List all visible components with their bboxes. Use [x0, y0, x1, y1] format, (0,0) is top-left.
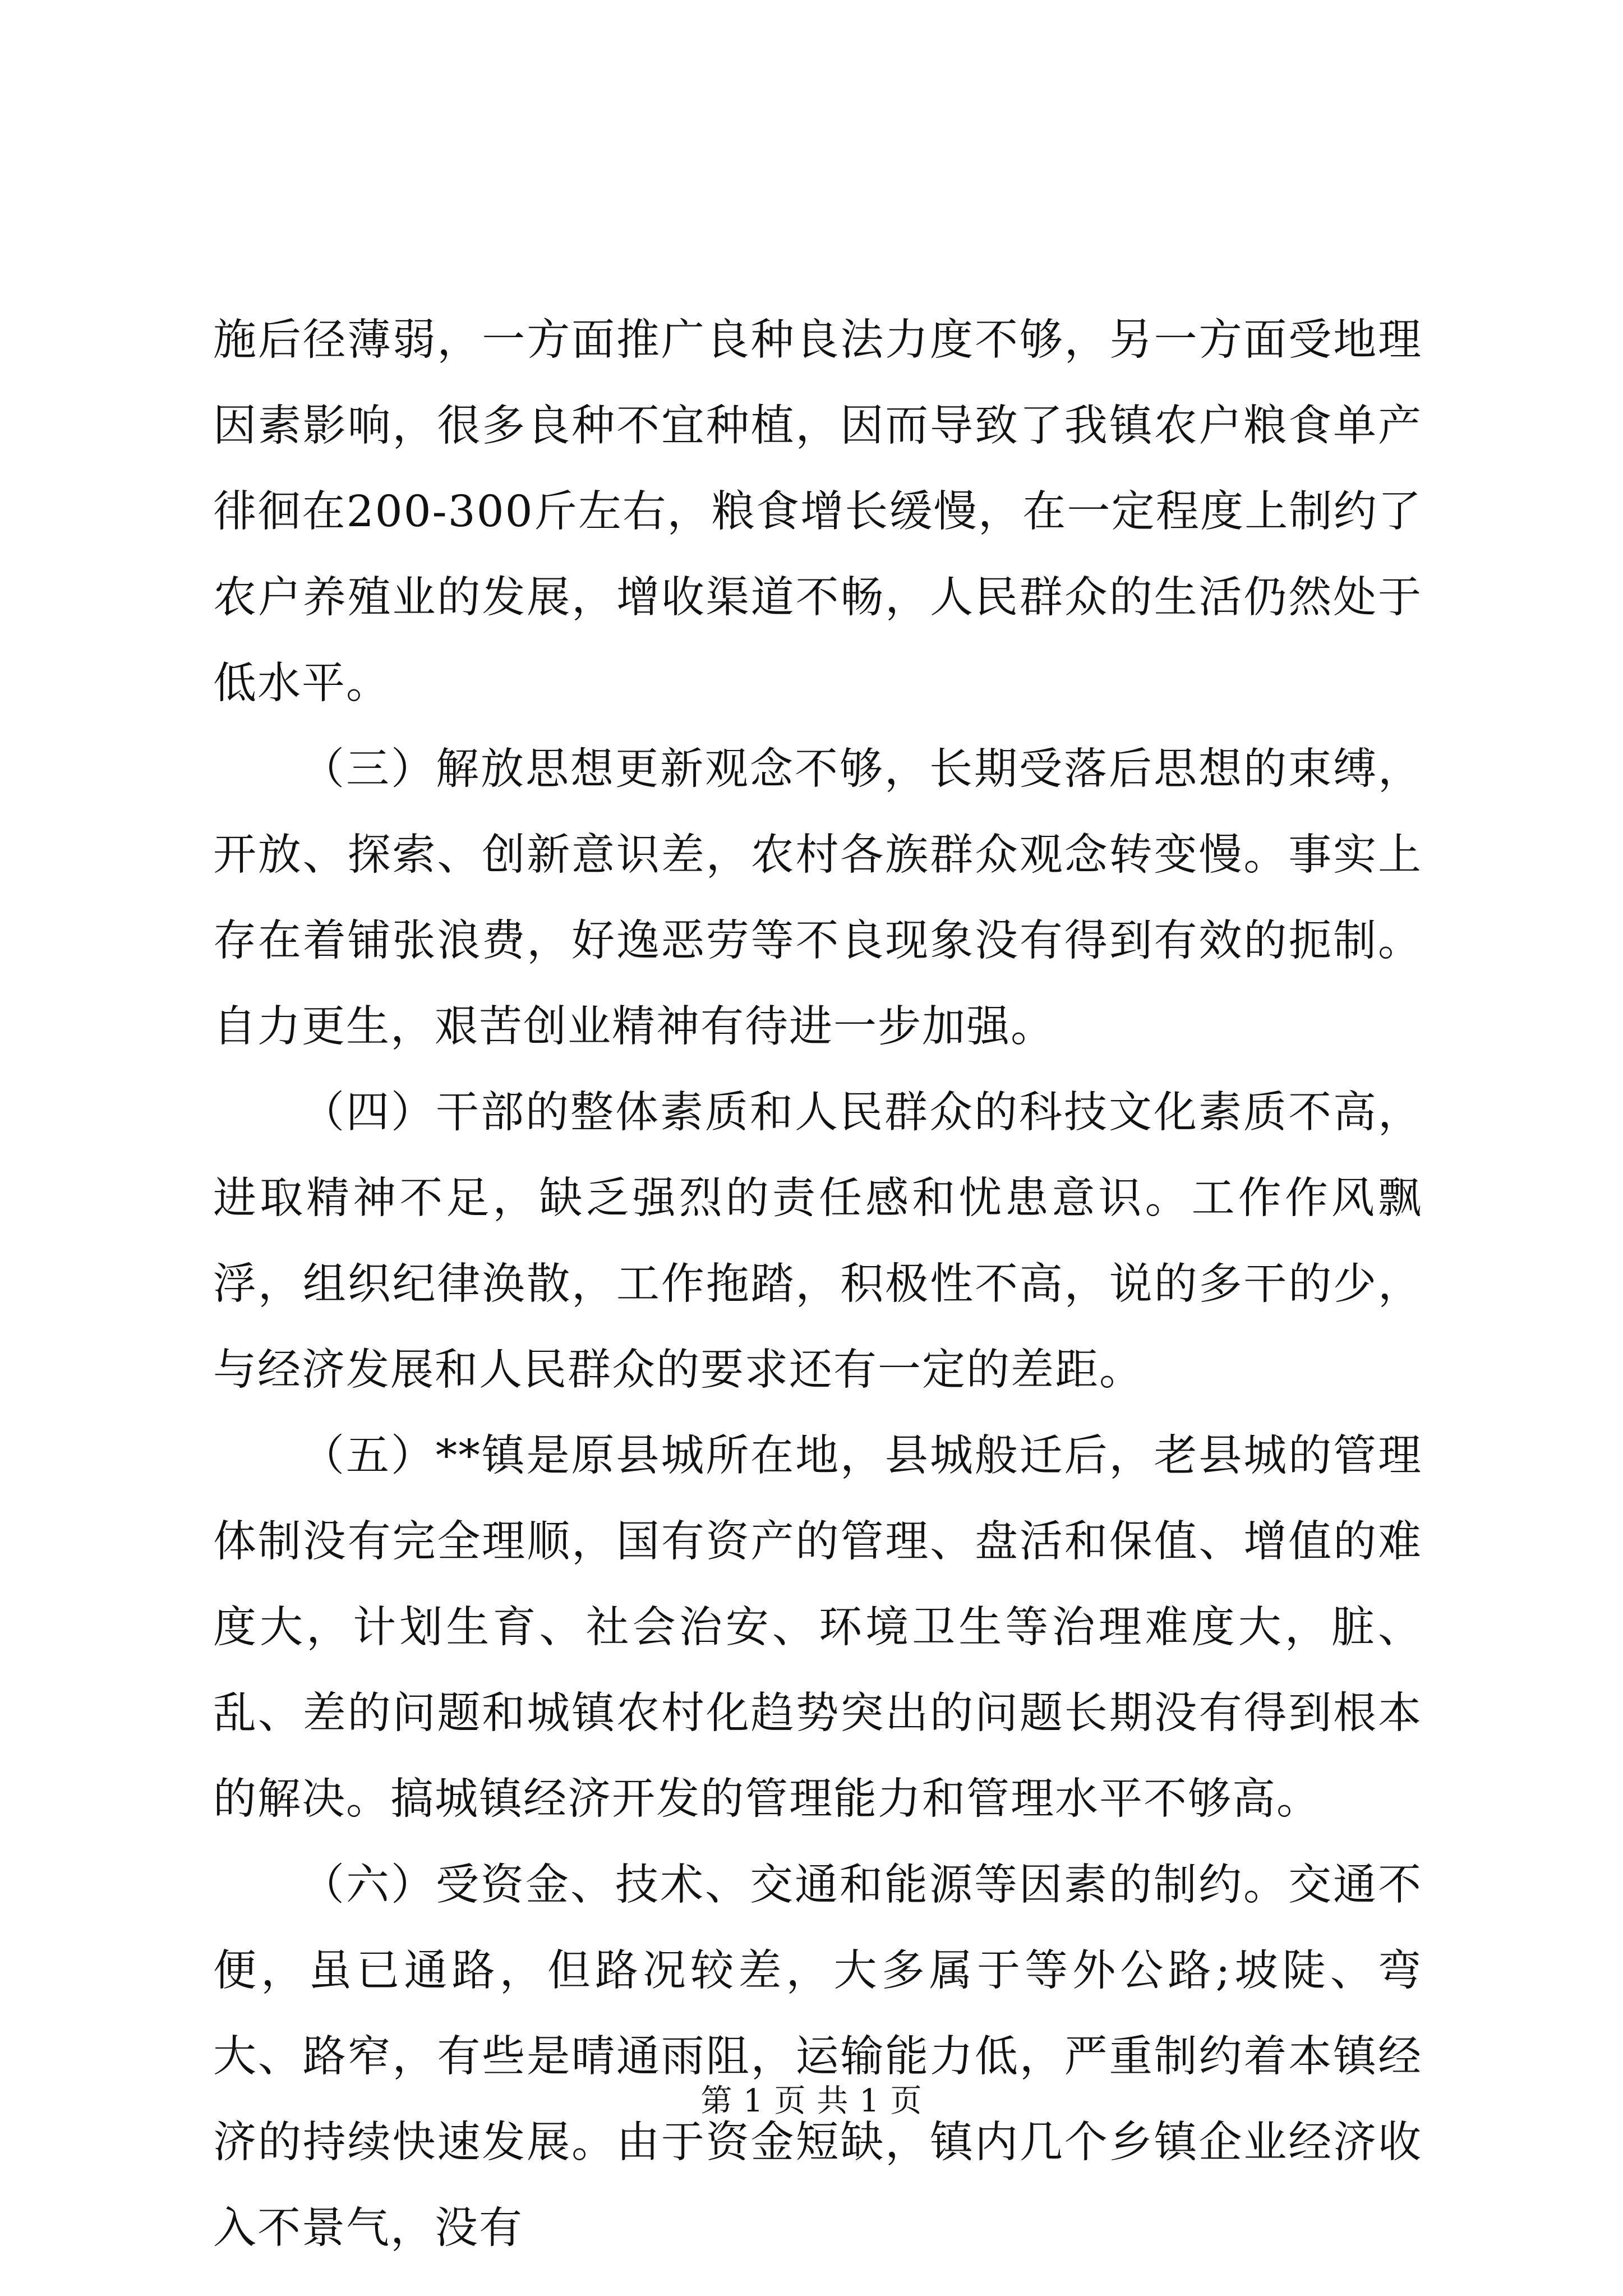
- paragraph-continuation: 施后径薄弱，一方面推广良种良法力度不够，另一方面受地理因素影响，很多良种不宜种植，因而导致了我镇农户粮食单产徘徊在200-300斤左右，粮食增长缓慢，在一定程度上制约了农户养殖业的发展，增收渠道不畅，人民群众的生活仍然处于低水平。: [213, 315, 1422, 708]
- page-footer: 第 1 页 共 1 页: [700, 2083, 923, 2119]
- document-body: [213, 297, 1422, 2271]
- paragraph-section-3: （三）解放思想更新观念不够，长期受落后思想的束缚，开放、探索、创新意识差，农村各族群众观念转变慢。事实上存在着铺张浪费，好逸恶劳等不良现象没有得到有效的扼制。自力更生，艰苦创业精神有待进一步加强。: [213, 744, 1422, 1052]
- paragraph-section-5: （五）**镇是原县城所在地，县城般迁后，老县城的管理体制没有完全理顺，国有资产的管理、盘活和保值、增值的难度大，计划生育、社会治安、环境卫生等治理难度大，脏、乱、差的问题和城镇农村化趋势突出的问题长期没有得到根本的解决。搞城镇经济开发的管理能力和管理水平不够高。: [213, 1431, 1422, 1824]
- paragraph-section-4: （四）干部的整体素质和人民群众的科技文化素质不高，进取精神不足，缺乏强烈的责任感和忧患意识。工作作风飘浮，组织纪律涣散，工作拖踏，积极性不高，说的多干的少，与经济发展和人民群众的要求还有一定的差距。: [213, 1088, 1422, 1395]
- paragraph-section-6: （六）受资金、技术、交通和能源等因素的制约。交通不便，虽已通路，但路况较差，大多属于等外公路;坡陡、弯大、路窄，有些是晴通雨阻，运输能力低，严重制约着本镇经济的持续快速发展。由于资金短缺，镇内几个乡镇企业经济收入不景气，没有: [213, 1860, 1422, 2253]
